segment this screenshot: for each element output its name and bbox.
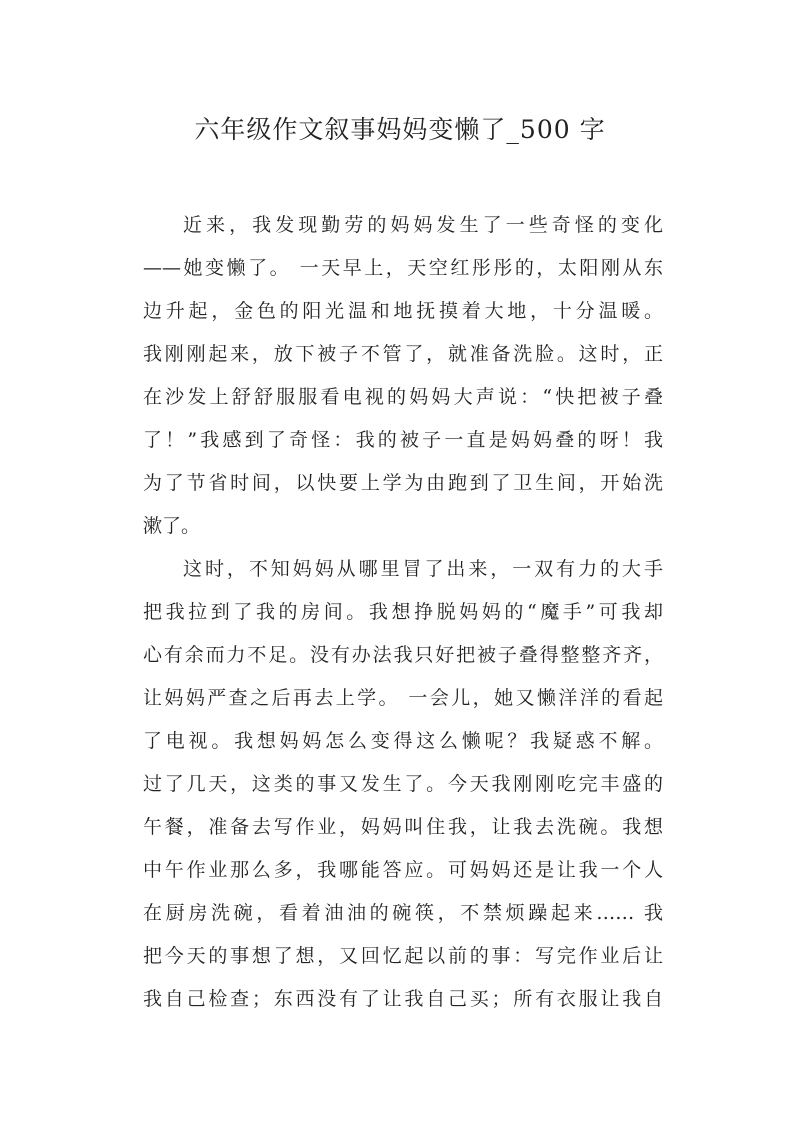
text-line: 过了几天，这类的事又发生了。今天我刚刚吃完丰盛的 xyxy=(143,773,663,795)
text-line: 把我拉到了我的房间。我想挣脱妈妈的“魔手”可我却 xyxy=(143,601,663,623)
text-line: 了电视。我想妈妈怎么变得这么懒呢？我疑惑不解。 xyxy=(143,730,663,752)
text-line: 为了节省时间，以快要上学为由跑到了卫生间，开始洗 xyxy=(143,472,663,494)
text-line: 心有余而力不足。没有办法我只好把被子叠得整整齐齐， xyxy=(143,644,663,666)
text-line: 我刚刚起来，放下被子不管了，就准备洗脸。这时，正 xyxy=(143,343,663,365)
text-line: ——她变懒了。 一天早上，天空红彤彤的，太阳刚从东 xyxy=(143,257,663,279)
text-line: 了！”我感到了奇怪：我的被子一直是妈妈叠的呀！我 xyxy=(143,429,663,451)
text-line: 这时，不知妈妈从哪里冒了出来，一双有力的大手 xyxy=(183,558,663,580)
text-line: 近来，我发现勤劳的妈妈发生了一些奇怪的变化 xyxy=(183,214,663,236)
text-line: 在沙发上舒舒服服看电视的妈妈大声说：“快把被子叠 xyxy=(143,386,663,408)
page-title: 六年级作文叙事妈妈变懒了_500 字 xyxy=(194,115,606,144)
text-line: 我自己检查；东西没有了让我自己买；所有衣服让我自 xyxy=(143,988,663,1010)
text-line: 在厨房洗碗，看着油油的碗筷，不禁烦躁起来…… 我 xyxy=(143,902,663,924)
text-line: 边升起，金色的阳光温和地抚摸着大地，十分温暖。 xyxy=(143,300,663,322)
text-line: 让妈妈严查之后再去上学。 一会儿，她又懒洋洋的看起 xyxy=(143,687,663,709)
text-line: 午餐，准备去写作业，妈妈叫住我，让我去洗碗。我想 xyxy=(143,816,663,838)
text-line: 把今天的事想了想，又回忆起以前的事：写完作业后让 xyxy=(143,945,663,967)
text-line: 漱了。 xyxy=(143,515,201,537)
text-line: 中午作业那么多，我哪能答应。可妈妈还是让我一个人 xyxy=(143,859,663,881)
